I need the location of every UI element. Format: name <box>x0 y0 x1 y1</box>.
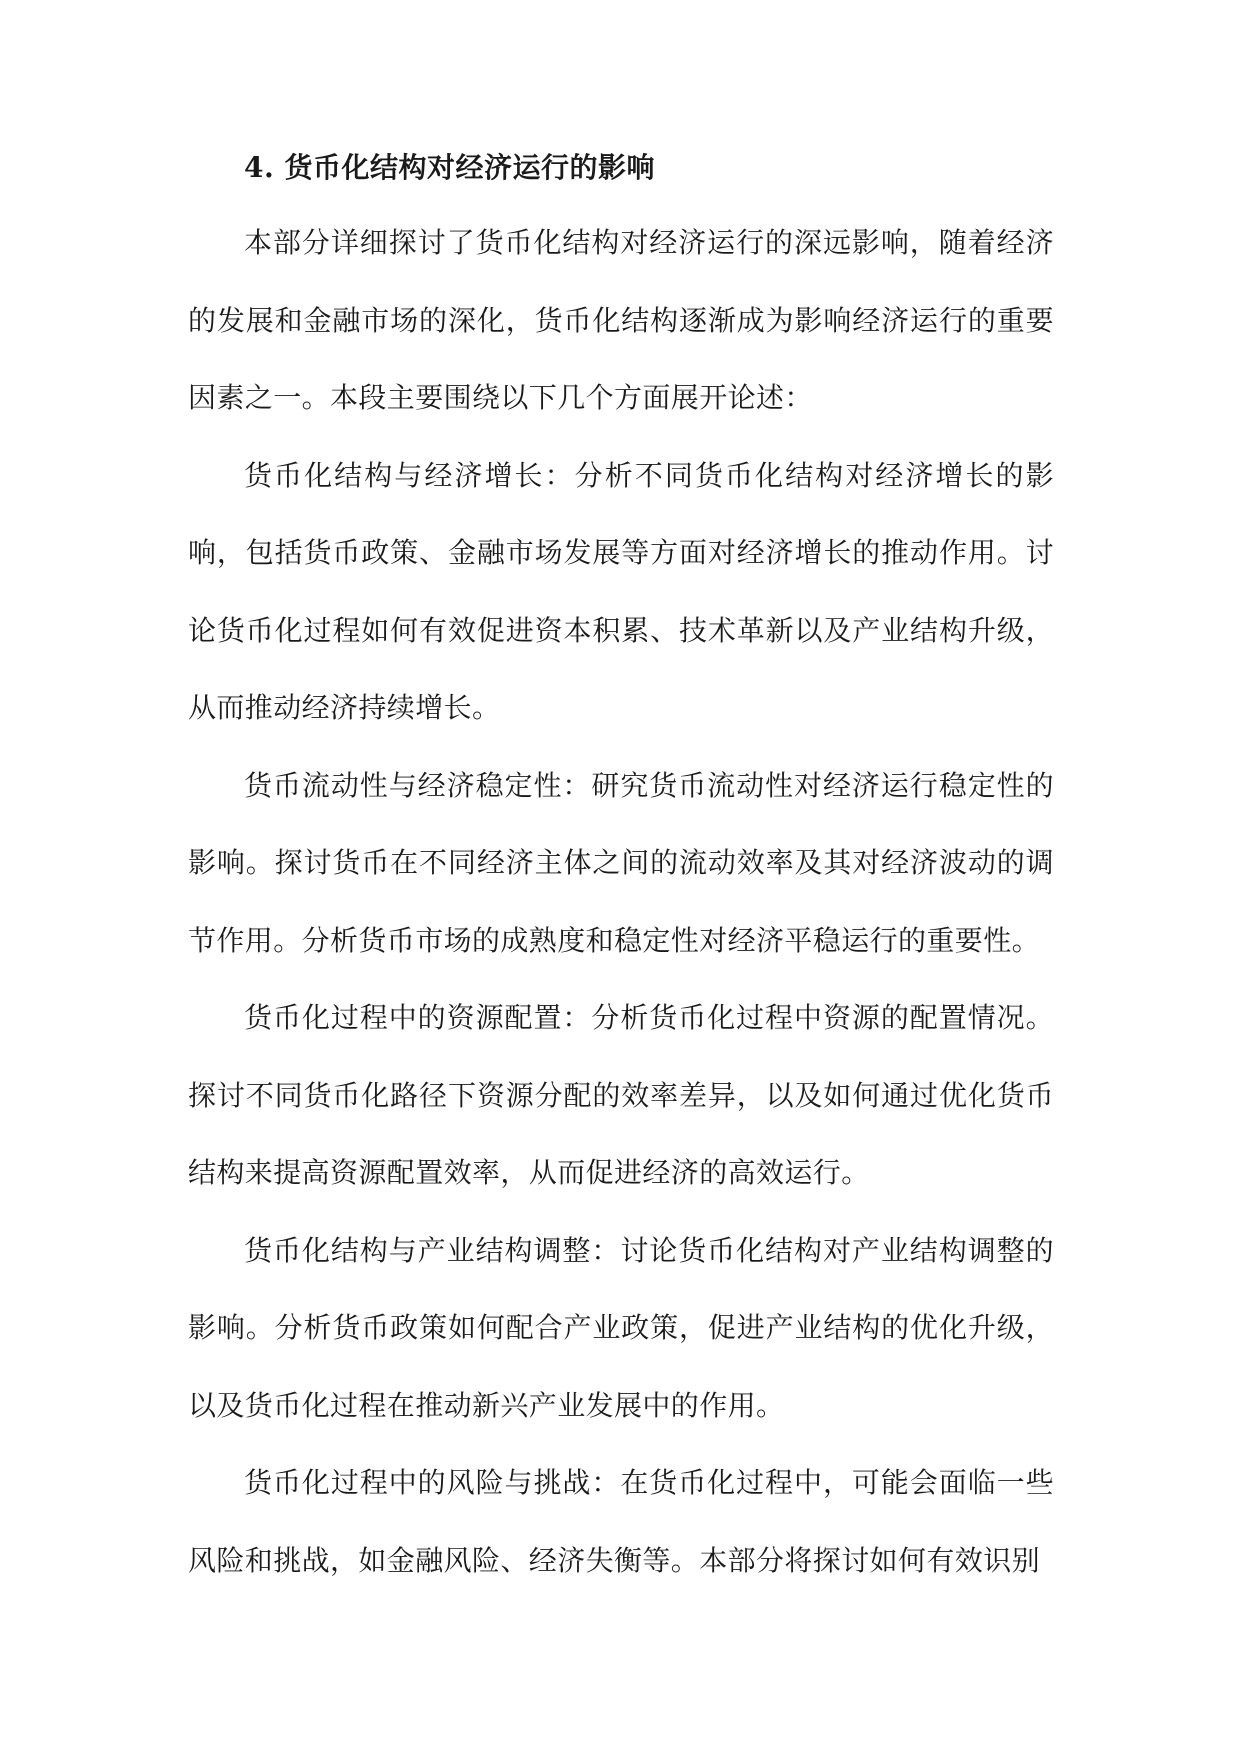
paragraph-resource-allocation: 货币化过程中的资源配置：分析货币化过程中资源的配置情况。探讨不同货币化路径下资源分配的效率差异，以及如何通过优化货币结构来提高资源配置效率，从而促进经济的高效运行。 <box>188 1001 1054 1189</box>
paragraph-economic-growth: 货币化结构与经济增长：分析不同货币化结构对经济增长的影响，包括货币政策、金融市场发展等方面对经济增长的推动作用。讨论货币化过程如何有效促进资本积累、技术革新以及产业结构升级，从而推动经济持续增长。 <box>188 458 1054 724</box>
paragraph-risks-challenges: 货币化过程中的风险与挑战：在货币化过程中，可能会面临一些风险和挑战，如金融风险、经济失衡等。本部分将探讨如何有效识别 <box>188 1466 1054 1577</box>
paragraph-liquidity-stability: 货币流动性与经济稳定性：研究货币流动性对经济运行稳定性的影响。探讨货币在不同经济主体之间的流动效率及其对经济波动的调节作用。分析货币市场的成熟度和稳定性对经济平稳运行的重要性。 <box>188 768 1054 957</box>
document-page <box>188 138 1054 1599</box>
paragraph-industrial-structure: 货币化结构与产业结构调整：讨论货币化结构对产业结构调整的影响。分析货币政策如何配合产业政策，促进产业结构的优化升级，以及货币化过程在推动新兴产业发展中的作用。 <box>188 1233 1054 1422</box>
section-heading: 4. 货币化结构对经济运行的影响 <box>244 151 655 184</box>
paragraph-intro: 本部分详细探讨了货币化结构对经济运行的深远影响，随着经济的发展和金融市场的深化，货币化结构逐渐成为影响经济运行的重要因素之一。本段主要围绕以下几个方面展开论述： <box>188 226 1054 414</box>
